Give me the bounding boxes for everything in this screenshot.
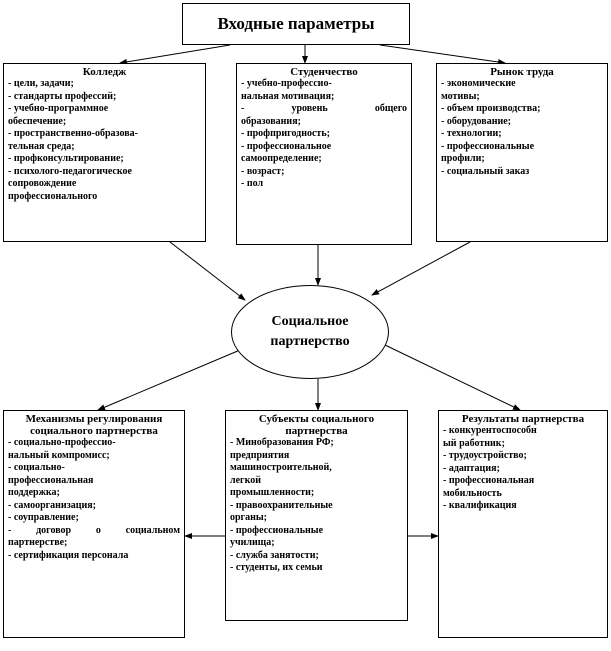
list-item: - трудоустройство; bbox=[443, 450, 527, 461]
students-title: Студенчество bbox=[290, 66, 358, 78]
list-item: - учебно-профессио- bbox=[241, 78, 332, 89]
list-item: самоопределение; bbox=[241, 153, 322, 164]
college-box bbox=[3, 63, 206, 242]
list-item: мобильность bbox=[443, 487, 502, 499]
list-item: образования; bbox=[241, 115, 301, 127]
list-item: поддержка; bbox=[8, 487, 60, 498]
list-item: - профессиональные bbox=[230, 524, 324, 536]
list-item: - служба занятости; bbox=[230, 549, 319, 561]
list-item: - профессиональные bbox=[441, 140, 535, 152]
list-item: - экономические bbox=[441, 78, 516, 89]
list-item: - оборудование; bbox=[441, 115, 511, 127]
labor-market-box bbox=[436, 63, 608, 242]
list-item: - студенты, их семьи bbox=[230, 562, 323, 573]
list-item: - технологии; bbox=[441, 128, 502, 139]
list-item: - соуправление; bbox=[8, 512, 79, 523]
list-item: - цели, задачи; bbox=[8, 78, 74, 89]
arrow-college-to-center bbox=[170, 242, 245, 300]
list-item: ый работник; bbox=[443, 437, 505, 449]
center-label-line2: партнерство bbox=[270, 334, 350, 349]
list-item: - социально-профессио- bbox=[8, 437, 116, 448]
mechanisms-title: Механизмы регулирования социального партнерства bbox=[25, 413, 163, 437]
arrow-center-to-mechanisms bbox=[98, 350, 240, 410]
list-item: - профпригодность; bbox=[241, 128, 330, 139]
input-parameters-title: Входные параметры bbox=[217, 14, 375, 33]
list-item: промышленности; bbox=[230, 487, 315, 498]
arrow-center-to-results bbox=[385, 345, 520, 410]
results-title: Результаты партнерства bbox=[461, 413, 585, 425]
college-title: Колледж bbox=[82, 66, 127, 78]
list-item: - психолого-педагогическое bbox=[8, 165, 132, 177]
list-item: - социальный заказ bbox=[441, 165, 530, 177]
subjects-title: Субъекты социального партнерства bbox=[258, 413, 375, 437]
list-item: - договор о социальном bbox=[8, 524, 180, 536]
subjects-box bbox=[225, 410, 408, 621]
list-item: - правоохранительные bbox=[230, 499, 333, 511]
list-item: профессионального bbox=[8, 190, 98, 202]
list-item: нальная мотивация; bbox=[241, 90, 335, 102]
arrow-top-to-labor-market bbox=[380, 45, 505, 63]
list-item: - возраст; bbox=[241, 165, 285, 177]
list-item: - профессиональное bbox=[241, 140, 332, 152]
labor-market-title: Рынок труда bbox=[490, 66, 554, 78]
list-item: - квалификация bbox=[443, 500, 517, 511]
arrow-labor-to-center bbox=[372, 242, 470, 295]
list-item: партнерстве; bbox=[8, 537, 68, 548]
students-box bbox=[236, 63, 412, 245]
list-item: - пол bbox=[241, 178, 264, 189]
list-item: тельная среда; bbox=[8, 140, 75, 152]
social-partnership-ellipse bbox=[231, 285, 389, 379]
list-item: - профконсультирование; bbox=[8, 153, 124, 164]
list-item: - уровень общего bbox=[241, 103, 407, 114]
input-parameters-box bbox=[182, 3, 410, 45]
list-item: - социально- bbox=[8, 462, 65, 473]
list-item: - стандарты профессий; bbox=[8, 90, 117, 102]
mechanisms-box bbox=[3, 410, 185, 638]
list-item: - объем производства; bbox=[441, 103, 541, 114]
list-item: сопровождение bbox=[8, 178, 77, 189]
results-box bbox=[438, 410, 608, 638]
list-item: - самоорганизация; bbox=[8, 499, 96, 511]
list-item: органы; bbox=[230, 512, 268, 523]
list-item: училища; bbox=[230, 537, 275, 548]
list-item: - сертификация персонала bbox=[8, 549, 129, 561]
list-item: - конкурентоспособн bbox=[443, 425, 537, 436]
list-item: - адаптация; bbox=[443, 462, 500, 474]
list-item: профессиональная bbox=[8, 474, 94, 486]
list-item: - пространственно-образова- bbox=[8, 128, 138, 139]
list-item: машиностроительной, bbox=[230, 462, 332, 473]
list-item: - профессиональная bbox=[443, 475, 535, 486]
list-item: обеспечение; bbox=[8, 115, 67, 127]
list-item: мотивы; bbox=[441, 90, 480, 102]
list-item: предприятия bbox=[230, 449, 290, 461]
center-label-line1: Социальное bbox=[271, 314, 349, 329]
list-item: профили; bbox=[441, 153, 485, 164]
arrow-top-to-college bbox=[120, 45, 230, 63]
list-item: легкой bbox=[230, 474, 261, 486]
list-item: нальный компромисс; bbox=[8, 449, 110, 461]
list-item: - учебно-программное bbox=[8, 103, 109, 114]
list-item: - Минобразования РФ; bbox=[230, 437, 334, 448]
